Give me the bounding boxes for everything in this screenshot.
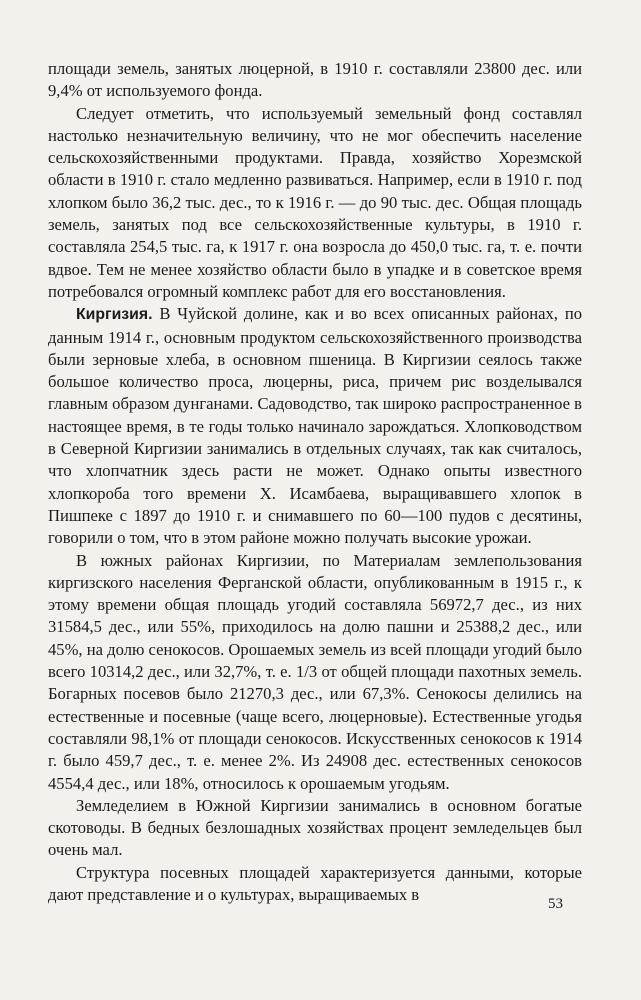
paragraph-1: площади земель, занятых люцерной, в 1910 г. составляли 23800 дес. или 9,4% от используемого фонда.	[48, 59, 582, 101]
page-number: 53	[548, 896, 563, 912]
section-heading-kyrgyzstan: Киргизия.	[76, 306, 153, 324]
paragraph-4: В южных районах Киргизии, по Материалам землепользования киргизского населения Ферганской области, опубликованным в 1915 г., к этому времени общая площадь угодий составляла 56972,7 дес., из них 31584,5 дес., или 55%, приходилось на долю пашни и 25388,2 дес., или 45%, на долю сенокосов. Орошаемых земель из всей площади угодий было всего 10314,2 дес., или 32,7%, т. е. 1/3 от общей площади пахотных земель. Богарных посевов было 21270,3 дес., или 67,3%. Сенокосы делились на естественные и посевные (чаще всего, люцерновые). Естественные угодья составляли 98,1% от площади сенокосов. Искусственных сенокосов к 1914 г. было 459,7 дес., т. е. менее 2%. Из 24908 дес. естественных сенокосов 4554,4 дес., или 18%, относилось к орошаемым угодьям.	[48, 550, 582, 793]
paragraph-3	[48, 303, 582, 549]
paragraph-3-body: В Чуйской долине, как и во всех описанных районах, по данным 1914 г., основным продуктом сельскохозяйственного производства были зерновые хлеба, в основном пшеница. В Киргизии сеялось также большое количество проса, люцерны, риса, причем рис возделывался главным образом дунганами. Садоводство, так широко распространенное в настоящее время, в те годы только начинало зарождаться. Хлопководством в Северной Киргизии занимались в отдельных случаях, так как считалось, что хлопчатник здесь расти не может. Однако опыты известного хлопкороба того времени Х. Исамбаева, выращивавшего хлопок в Пишпеке с 1897 до 1910 г. и снимавшего по 60—100 пудов с десятины, говорили о том, что в этом районе можно получать высокие урожаи.	[48, 304, 582, 548]
paragraph-2: Следует отметить, что используемый земельный фонд составлял настолько незначительную величину, что не мог обеспечить население сельскохозяйственными продуктами. Правда, хозяйство Хорезмской области в 1910 г. стало медленно развиваться. Например, если в 1910 г. под хлопком было 36,2 тыс. дес., то к 1916 г. — до 90 тыс. дес. Общая площадь земель, занятых под все сельскохозяйственные культуры, в 1910 г. составляла 254,5 тыс. га, к 1917 г. она возросла до 450,0 тыс. га, т. е. почти вдвое. Тем не менее хозяйство области было в упадке и в советское время потребовался огромный комплекс работ для его восстановления.	[48, 103, 582, 301]
paragraph-5: Земледелием в Южной Киргизии занимались в основном богатые скотоводы. В бедных безлошадных хозяйствах процент земледельцев был очень мал.	[48, 795, 582, 860]
page-text	[48, 58, 582, 906]
paragraph-6: Структура посевных площадей характеризуется данными, которые дают представление и о культурах, выращиваемых в	[48, 862, 582, 904]
